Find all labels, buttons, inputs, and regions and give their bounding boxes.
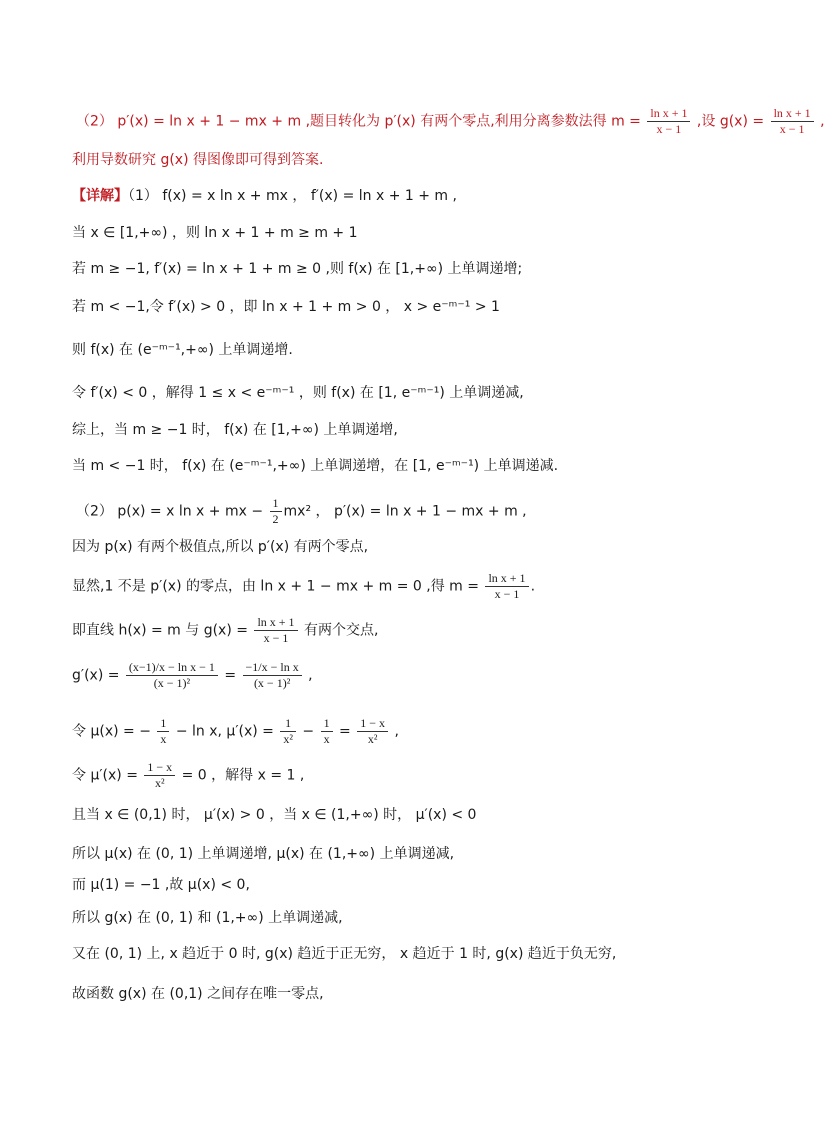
fraction-denominator: (x − 1)²	[253, 676, 291, 690]
fraction-numerator: 1 − x	[357, 716, 388, 732]
solution-line-domain	[72, 223, 754, 243]
solution-case-increasing	[72, 259, 754, 279]
text-run: 所以 μ(x) 在 (0, 1) 上单调递增, μ(x) 在 (1,+∞) 上单调递减,	[72, 846, 455, 862]
fraction	[270, 496, 282, 527]
fraction-denominator: x²	[154, 776, 165, 790]
fraction	[647, 106, 690, 137]
fraction-denominator: x²	[367, 732, 378, 746]
fraction-denominator: x²	[283, 732, 293, 746]
fraction-numerator: (x−1)/x − ln x − 1	[126, 660, 218, 676]
text-run: 利用导数研究 g(x) 得图像即可得到答案.	[72, 152, 324, 168]
fraction	[144, 760, 175, 791]
solution-mu-monotonic	[72, 844, 754, 864]
text-run: 所以 g(x) 在 (0, 1) 和 (1,+∞) 上单调递减,	[72, 910, 343, 926]
fraction-numerator: 1	[280, 716, 296, 732]
text-run: 故函数 g(x) 在 (0,1) 之间存在唯一零点,	[72, 986, 324, 1002]
solution-mu-zero	[72, 760, 754, 791]
text-run: 且当 x ∈ (0,1) 时， μ′(x) > 0 ，当 x ∈ (1,+∞) 时， μ′(x) < 0	[72, 807, 477, 823]
solution-g-limits	[72, 944, 754, 964]
fraction	[357, 716, 388, 747]
text-run: 显然,1 不是 p′(x) 的零点，由 ln x + 1 − mx + m = 0 ,得 m =	[72, 578, 484, 595]
solution-g-monotonic	[72, 908, 754, 928]
solution-case-derivative	[72, 297, 754, 317]
solution-summary-2	[72, 456, 754, 476]
text-run: 则 f(x) 在 (e⁻ᵐ⁻¹,+∞) 上单调递增.	[72, 342, 293, 358]
text-run: 当 m < −1 时， f(x) 在 (e⁻ᵐ⁻¹,+∞) 上单调递增，在 [1, e⁻ᵐ⁻¹) 上单调递减.	[72, 458, 559, 474]
fraction	[126, 660, 218, 691]
text-run: g′(x) =	[72, 667, 124, 684]
text-run: （2） p(x) = x ln x + mx −	[76, 503, 268, 520]
fraction	[254, 615, 297, 646]
fraction-denominator: x − 1	[494, 587, 520, 601]
fraction-denominator: x − 1	[263, 631, 289, 645]
text-run: mx² ， p′(x) = ln x + 1 − mx + m ,	[283, 503, 527, 520]
section-tag: 【详解】	[72, 188, 128, 204]
solution-intersection	[72, 615, 754, 646]
fraction-denominator: x − 1	[656, 122, 682, 136]
text-run: =	[334, 723, 356, 740]
text-run: =	[219, 667, 241, 684]
text-run: 综上，当 m ≥ −1 时， f(x) 在 [1,+∞) 上单调递增,	[72, 422, 398, 438]
fraction	[243, 660, 302, 691]
fraction-numerator: ln x + 1	[647, 106, 690, 122]
fraction-numerator: ln x + 1	[771, 106, 814, 122]
text-run: ,设 g(x) =	[692, 113, 769, 130]
fraction	[280, 716, 296, 747]
fraction-denominator: x − 1	[779, 122, 805, 136]
text-run: ,	[815, 113, 825, 130]
solution-mu-max	[72, 875, 754, 895]
text-run: ,	[390, 723, 399, 740]
fraction-denominator: (x − 1)²	[153, 676, 191, 690]
solution-mu-definition	[72, 716, 754, 747]
solution-summary-1	[72, 420, 754, 440]
fraction-numerator: ln x + 1	[485, 571, 528, 587]
text-run: .	[530, 578, 536, 595]
solution-unique-zero	[72, 984, 754, 1004]
analysis-line-1	[76, 106, 825, 137]
fraction-numerator: 1	[157, 716, 169, 732]
text-run: ,	[303, 667, 313, 684]
text-run: （2） p′(x) = ln x + 1 − mx + m ,题目转化为 p′(x) 有两个零点,利用分离参数法得 m =	[76, 113, 646, 130]
solution-separate-parameter	[72, 571, 754, 602]
fraction-numerator: −1/x − ln x	[243, 660, 302, 676]
fraction-numerator: 1	[270, 496, 282, 512]
fraction-numerator: 1	[321, 716, 333, 732]
text-run: 令 μ(x) = −	[72, 723, 156, 740]
solution-increasing-interval	[72, 340, 754, 360]
text-run: 即直线 h(x) = m 与 g(x) =	[72, 622, 253, 639]
fraction-denominator: 2	[272, 512, 279, 526]
fraction-numerator: 1 − x	[144, 760, 175, 776]
fraction-denominator: x	[323, 732, 330, 746]
text-run: = 0 ，解得 x = 1 ,	[177, 767, 305, 784]
fraction	[771, 106, 814, 137]
solution-g-derivative	[72, 660, 754, 691]
text-run: （1） f(x) = x ln x + mx ， f′(x) = ln x + 1 + m ,	[128, 188, 457, 204]
solution-extreme-points	[72, 537, 754, 557]
text-run: 当 x ∈ [1,+∞) ，则 ln x + 1 + m ≥ m + 1	[72, 225, 358, 241]
solution-mu-sign	[72, 805, 754, 825]
text-run: 若 m ≥ −1, f′(x) = ln x + 1 + m ≥ 0 ,则 f(x) 在 [1,+∞) 上单调递增;	[72, 261, 523, 277]
text-run: −	[297, 723, 319, 740]
fraction-numerator: ln x + 1	[254, 615, 297, 631]
analysis-line-2	[72, 150, 754, 170]
text-run: 因为 p(x) 有两个极值点,所以 p′(x) 有两个零点,	[72, 539, 369, 555]
solution-part1-header	[72, 186, 754, 206]
text-run: 令 f′(x) < 0 ，解得 1 ≤ x < e⁻ᵐ⁻¹ ，则 f(x) 在 [1, e⁻ᵐ⁻¹) 上单调递减,	[72, 385, 524, 401]
text-run: 若 m < −1,令 f′(x) > 0 ，即 ln x + 1 + m > 0 ， x > e⁻ᵐ⁻¹ > 1	[72, 299, 500, 315]
text-run: 而 μ(1) = −1 ,故 μ(x) < 0,	[72, 877, 250, 893]
fraction	[157, 716, 169, 747]
text-run: − ln x, μ′(x) =	[171, 723, 279, 740]
solution-part2-header	[76, 496, 754, 527]
fraction	[485, 571, 528, 602]
fraction-denominator: x	[160, 732, 167, 746]
solution-decreasing-interval	[72, 383, 754, 403]
text-run: 令 μ′(x) =	[72, 767, 143, 784]
text-run: 有两个交点,	[299, 622, 379, 639]
fraction	[321, 716, 333, 747]
text-run: 又在 (0, 1) 上, x 趋近于 0 时, g(x) 趋近于正无穷， x 趋近于 1 时, g(x) 趋近于负无穷,	[72, 946, 617, 962]
